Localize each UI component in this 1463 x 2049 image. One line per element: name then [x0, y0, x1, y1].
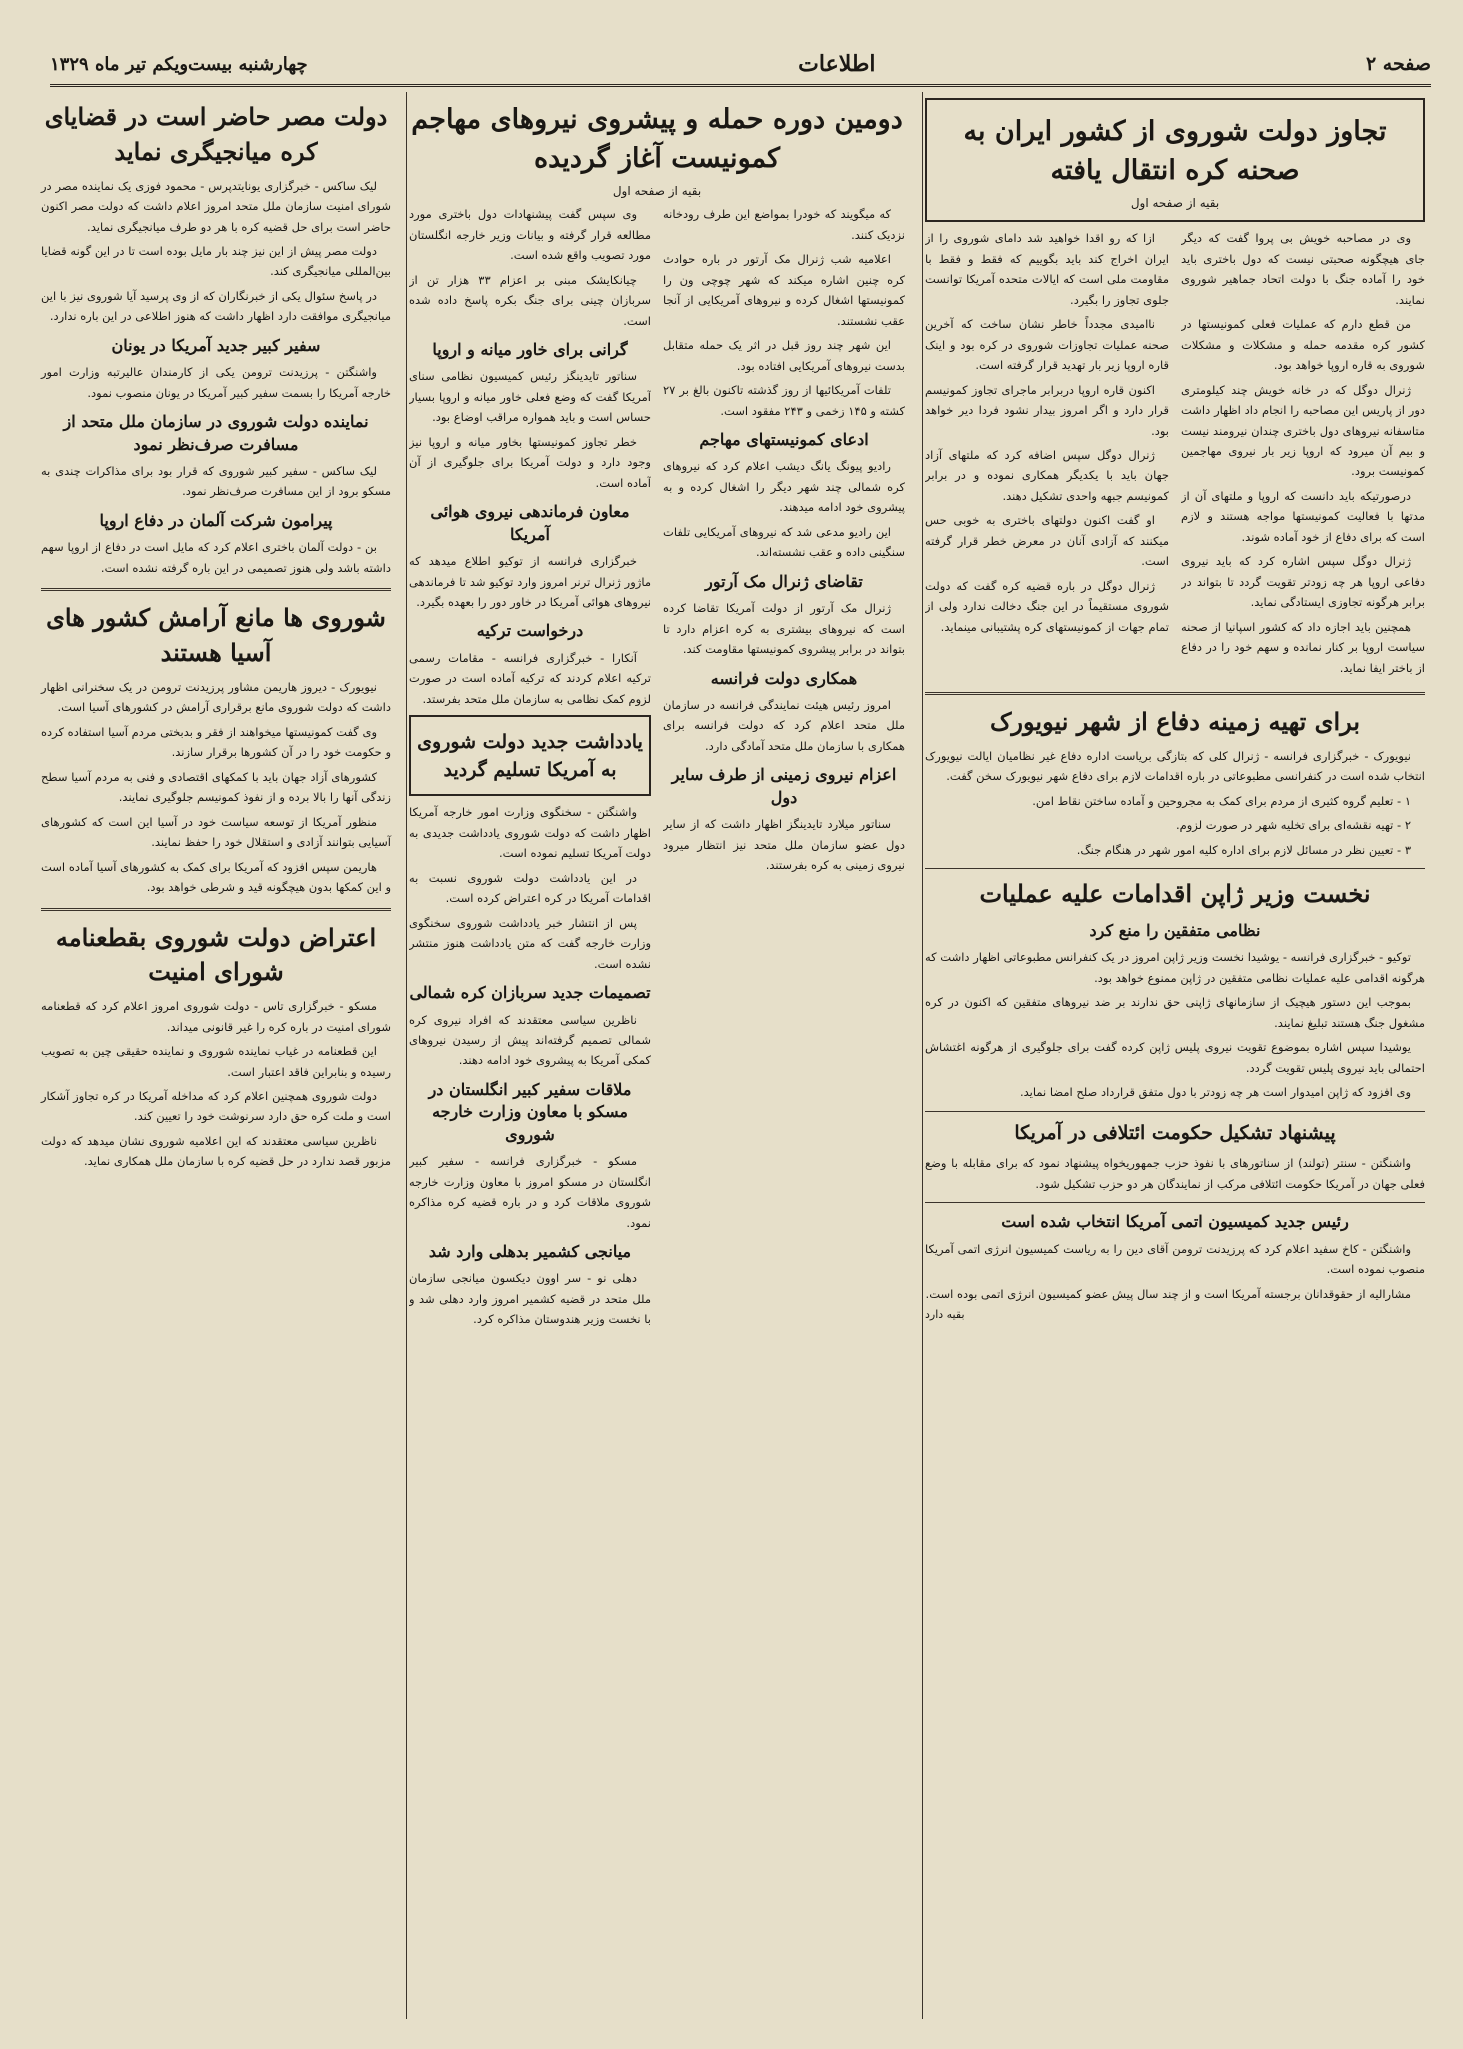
subheadline: همکاری دولت فرانسه — [710, 668, 858, 688]
paragraph: همچنین باید اجازه داد که کشور اسپانیا از صحنه سیاست اروپا بر کنار نمانده و سهم خود را در دفاع از باختر ایفا نماید. — [1181, 619, 1425, 675]
paragraph: مسکو - خبرگزاری فرانسه - سفیر کبیر انگلستان در مسکو امروز با معاون وزارت خارجه شوروی ملاقات کرد و در باره قضیه کره مذاکره نمود. — [409, 1154, 651, 1230]
paragraph: ناظرین سیاسی معتقدند که افراد نیروی کره شمالی تصمیم گرفته‌اند پیش از رسیدن نیروهای کمکی آمریکا به پیشروی خود ادامه دهند. — [409, 1012, 651, 1068]
divider — [925, 1111, 1425, 1112]
boxed-article — [409, 715, 651, 796]
paragraph: ناظرین سیاسی معتقدند که این اعلامیه شوروی نشان میدهد که دولت مزبور قصد ندارد در حل قضیه کره با سازمان ملل همکاری نماید. — [41, 1133, 391, 1169]
subheadline: نظامی متفقین را منع کرد — [1089, 921, 1261, 941]
paragraph: ژنرال دوگل سپس اشاره کرد که باید نیروی دفاعی اروپا هر چه زودتر تقویت گردد تا بتواند در برابر هرگونه تجاوزی ایستادگی نماید. — [1181, 554, 1425, 610]
right-column — [919, 92, 1431, 2019]
subheadline: اعزام نیروی زمینی از طرف سایر دول — [671, 765, 897, 807]
paragraph: دولت مصر پیش از این نیز چند بار مایل بوده است تا در این گونه قضایا بین‌المللی میانجیگری کند. — [41, 244, 391, 279]
paragraph: وی افزود که ژاپن امیدوار است هر چه زودتر با دول متفق قرارداد صلح امضا نماید. — [1019, 1085, 1411, 1100]
headline: تجاوز دولت شوروی از کشور ایران به صحنه کره انتقال یافته — [963, 116, 1387, 187]
divider — [925, 692, 1425, 695]
paragraph: این رادیو مدعی شد که نیروهای آمریکایی تلفات سنگینی داده و عقب نشسته‌اند. — [663, 524, 905, 560]
subheadline: ادعای کمونیستهای مهاجم — [699, 429, 869, 449]
paragraph: ناامیدی مجدداً خاطر نشان ساخت که آخرین صحنه عملیات تجاوزات شوروی در کره بود و اینک قاره اروپا زیر بار تهدید قرار گرفته است. — [925, 317, 1169, 373]
paragraph: تلفات آمریکائیها از روز گذشته تاکنون بالغ بر ۲۷ کشته و ۱۴۵ زخمی و ۲۴۳ مفقود است. — [663, 383, 905, 418]
paragraph: واشنگتن - پرزیدنت ترومن یکی از کارمندان عالیرتبه وزارت امور خارجه آمریکا را بسمت سفیر کبیر آمریکا در یونان منصوب نمود. — [41, 365, 391, 400]
continued-note: بقیه از صفحه اول — [612, 184, 702, 199]
paragraph: بن - دولت آلمان باختری اعلام کرد که مایل است در دفاع از اروپا سهم داشته باشد ولی هنوز تصمیمی در این باره گرفته نشده است. — [41, 540, 391, 575]
paragraph: هاریمن سپس افزود که آمریکا برای کمک به کشورهای آسیا آماده است و این کمکها بدون هیچگونه قید و شرطی خواهد بود. — [41, 859, 391, 895]
paragraph: ۱ - تعلیم گروه کثیری از مردم برای کمک به مجروحین و آماده ساختن نقاط امن. — [1032, 793, 1411, 808]
headline: برای تهیه زمینه دفاع از شهر نیویورک — [989, 707, 1361, 737]
paragraph: دهلی نو - سر اوون دیکسون میانجی سازمان ملل متحد در قضیه کشمیر امروز وارد دهلی شد و با نخست وزیر هندوستان مذاکره کرد. — [409, 1271, 651, 1327]
paragraph: مشارالیه از حقوقدانان برجسته آمریکا است و از چند سال پیش عضو کمیسیون انرژی اتمی بوده است. — [925, 1286, 1411, 1301]
paragraph: ژنرال دوگل که در خانه خویش چند کیلومتری دور از پاریس این مصاحبه را انجام داد اظهار داشت متاسفانه نیروهای دول باختری چندان نیرومند نیست و بیم آن میرود که اروپا زیر بار نیروی مهاجمین کمونیست برود. — [1181, 382, 1425, 479]
subheadline: معاون فرماندهی نیروی هوائی آمریکا — [430, 502, 630, 544]
subheadline: درخواست ترکیه — [476, 621, 584, 641]
headline: نخست وزیر ژاپن اقدامات علیه عملیات — [979, 879, 1371, 909]
paragraph: ۲ - تهیه نقشه‌ای برای تخلیه شهر در صورت لزوم. — [1175, 818, 1411, 833]
paragraph: وی گفت کمونیستها میخواهند از فقر و بدبختی مردم آسیا استفاده کرده و حکومت خود را در آن کشورها برقرار سازند. — [41, 724, 391, 760]
continued-marker: بقیه دارد — [925, 1308, 965, 1322]
paragraph: بموجب این دستور هیچیک از سازمانهای ژاپنی حق ندارند بر ضد نیروهای متفقین که اکنون در کره مشغول جنگ هستند تبلیغ نمایند. — [925, 995, 1425, 1030]
page-number: صفحه ۲ — [1365, 53, 1431, 75]
paragraph: چیانکایشک مبنی بر اعزام ۳۳ هزار تن از سربازان چینی برای جنگ بکره پاسخ داده شده است. — [409, 272, 651, 328]
headline: دولت مصر حاضر است در قضایای کره میانجیگری نماید — [44, 102, 388, 166]
paragraph: کشورهای آزاد جهان باید با کمکهای اقتصادی و فنی به مردم آسیا سطح زندگی آنها را بالا برده و از نفوذ کمونیسم جلوگیری نمایند. — [41, 769, 391, 805]
paragraph: لیک ساکس - خبرگزاری یونایتدپرس - محمود فوزی یک نماینده مصر در شورای امنیت سازمان ملل متحد امروز اعلام داشت که دولت مصر اکنون حاضر است برای حل قضیه کره با هر دو طرف میانجیگری نماید. — [41, 178, 391, 234]
paragraph: نیویورک - خبرگزاری فرانسه - ژنرال کلی که بتازگی بریاست اداره دفاع غیر نظامیان ایالت نیویورک انتخاب شده است در کنفرانسی مطبوعاتی در باره اقدامات لازم برای دفاع شهر نیویورک سخن گفت. — [925, 748, 1425, 784]
paragraph: من قطع دارم که عملیات فعلی کمونیستها در کشور کره مقدمه حمله و مشکلات و مشکلات شوروی به قاره اروپا خواهد بود. — [1181, 317, 1425, 373]
paragraph: ژنرال دوگل سپس اضافه کرد که ملتهای آزاد جهان باید با یکدیگر همکاری نموده و در برابر کمونیسم جبهه واحدی تشکیل دهند. — [925, 447, 1169, 503]
headline: اعتراض دولت شوروی بقطعنامه شورای امنیت — [55, 922, 377, 987]
paragraph: آنکارا - خبرگزاری فرانسه - مقامات رسمی ترکیه اعلام کردند که ترکیه آماده است در صورت لزوم کمک نظامی به سازمان ملل متحد بفرستد. — [409, 650, 651, 706]
paragraph: منظور آمریکا از توسعه سیاست خود در آسیا این است که کشورهای آسیایی بتوانند آزادی و استقلال خود را حفظ نمایند. — [41, 814, 391, 850]
headline: شوروی ها مانع آرامش کشور های آسیا هستند — [46, 603, 386, 668]
subheadline: میانجی کشمیر بدهلی وارد شد — [428, 1241, 632, 1261]
paragraph: دولت شوروی همچنین اعلام کرد که مداخله آمریکا در کره تجاوز آشکار است و ملت کره حق دارد سرنوشت خود را تعیین کند. — [41, 1089, 391, 1124]
paragraph: خطر تجاوز کمونیستها بخاور میانه و اروپا نیز وجود دارد و دولت آمریکا برای جلوگیری از آن آماده است. — [409, 434, 651, 490]
subheadline: پیرامون شرکت آلمان در دفاع اروپا — [99, 510, 333, 530]
paragraph: ۳ - تعیین نظر در مسائل لازم برای اداره کلیه امور شهر در هنگام جنگ. — [1076, 842, 1411, 857]
paragraph: رادیو پیونگ یانگ دیشب اعلام کرد که نیروهای کره شمالی چند شهر دیگر را اشغال کرده و به پیشروی خود ادامه میدهند. — [663, 459, 905, 515]
subheadline: سفیر کبیر جدید آمریکا در یونان — [111, 335, 321, 355]
paragraph: واشنگتن - سنتر (تولند) از سناتورهای با نفوذ حزب جمهوریخواه پیشنهاد نمود که برای مقابله با وضع فعلی جهان در آمریکا حکومت ائتلافی مرکب از نمایندگان هر دو حزب تشکیل شود. — [925, 1156, 1425, 1191]
paragraph: وی در مصاحبه خویش بی پروا گفت که دیگر جای هیچگونه صحبتی نیست که دول باختری باید خود را آماده جنگ با دولت اتحاد جماهیر شوروی نمایند. — [1181, 231, 1425, 307]
divider — [41, 588, 391, 591]
subheadline: ملاقات سفیر کبیر انگلستان در مسکو با معاون وزارت خارجه شوروی — [428, 1079, 632, 1144]
subheadline: نماینده دولت شوروی در سازمان ملل متحد از مسافرت صرف‌نظر نمود — [63, 412, 369, 454]
paragraph: در این یادداشت دولت شوروی نسبت به اقدامات آمریکا در کره اعتراض کرده است. — [409, 870, 651, 906]
paragraph: این شهر چند روز قبل در اثر یک حمله متقابل بدست نیروهای آمریکایی افتاده بود. — [663, 338, 905, 373]
paragraph: ژنرال مک آرتور از دولت آمریکا تقاضا کرده است که نیروهای بیشتری به کره اعزام دارد تا بتواند در برابر پیشروی کمونیستها مقاومت کند. — [663, 601, 905, 657]
issue-date: چهارشنبه بیست‌ویکم تیر ماه ۱۳۲۹ — [50, 53, 308, 75]
left-column — [35, 92, 397, 2019]
continued-note: بقیه از صفحه اول — [1130, 196, 1220, 211]
subheadline: تصمیمات جدید سربازان کره شمالی — [409, 983, 651, 1003]
paragraph: لیک ساکس - سفیر کبیر شوروی که قرار بود برای مذاکرات چندی به مسکو برود از این مسافرت صرف‌نظر نمود. — [41, 463, 391, 499]
paragraph: ژنرال دوگل در باره قضیه کره گفت که دولت شوروی مستقیماً در این جنگ دخالت ندارد ولی از تمام جهات از کمونیستهای کره پشتیبانی مینماید. — [925, 578, 1169, 634]
paragraph: اکنون قاره اروپا دربرابر ماجرای تجاوز کمونیسم قرار دارد و اگر امروز بیدار نشود فردا دیر خواهد بود. — [925, 382, 1169, 438]
lead-article-right — [925, 98, 1425, 222]
headline: دومین دوره حمله و پیشروی نیروهای مهاجم کمونیست آغاز گردیده — [411, 104, 903, 175]
headline: یادداشت جدید دولت شوروی به آمریکا تسلیم گردید — [417, 731, 643, 781]
subheadline: تقاضای ژنرال مک آرتور — [705, 571, 863, 591]
paragraph: پس از انتشار خبر یادداشت شوروی سخنگوی وزارت خارجه گفت که متن یادداشت هنوز منتشر نشده است. — [409, 915, 651, 971]
subheadline: گرانی برای خاور میانه و اروپا — [432, 340, 628, 360]
masthead — [50, 44, 1431, 87]
subheadline: رئیس جدید کمیسیون اتمی آمریکا انتخاب شده است — [1001, 1212, 1349, 1232]
paragraph: توکیو - خبرگزاری فرانسه - یوشیدا نخست وزیر ژاپن امروز در یک کنفرانس مطبوعاتی اظهار داشت که هرگونه اقدامی علیه عملیات نظامی متفقین در ژاپن ممنوع خواهد بود. — [925, 950, 1425, 985]
paragraph: این قطعنامه در غیاب نماینده شوروی و نماینده حقیقی چین به تصویب رسیده و بنابراین فاقد اعتبار است. — [41, 1044, 391, 1079]
paragraph: وی سپس گفت پیشنهادات دول باختری مورد مطالعه قرار گرفته و بیانات وزیر خارجه انگلستان مورد تصویب واقع شده است. — [409, 207, 651, 263]
paragraph: یوشیدا سپس اشاره بموضوع تقویت نیروی پلیس ژاپن کرده گفت برای جلوگیری از هرگونه اغتشاش احتمالی باید نیروی پلیس تقویت گردد. — [925, 1040, 1425, 1075]
paragraph: امروز رئیس هیئت نمایندگی فرانسه در سازمان ملل متحد اعلام کرد که دولت فرانسه برای همکاری با سازمان ملل متحد آمادگی دارد. — [663, 697, 905, 753]
paragraph: اعلامیه شب ژنرال مک آرتور در باره حوادث کره چنین اشاره میکند که شهر چوچی ون را کمونیستها اشغال کرده و نیروهای آمریکایی از آنجا عقب نشستند. — [663, 252, 905, 328]
divider — [41, 908, 391, 911]
paper-name: اطلاعات — [798, 51, 876, 77]
headline: پیشنهاد تشکیل حکومت ائتلافی در آمریکا — [1014, 1121, 1336, 1144]
paragraph: سناتور تایدینگز رئیس کمیسیون نظامی سنای آمریکا گفت که وضع فعلی خاور میانه و اروپا بسیار حساس است و باید همواره مراقب اوضاع بود. — [409, 369, 651, 425]
paragraph: در پاسخ سئوال یکی از خبرنگاران که از وی پرسید آیا شوروی نیز با این میانجیگری موافقت دارد اظهار داشت که هنوز اطلاعی در این باره ندارد. — [41, 288, 391, 324]
paragraph: واشنگتن - سخنگوی وزارت امور خارجه آمریکا اظهار داشت که دولت شوروی یادداشت جدیدی به دولت آمریکا تسلیم نموده است. — [409, 805, 651, 861]
paragraph: نیویورک - دیروز هاریمن مشاور پرزیدنت ترومن در یک سخنرانی اظهار داشت که دولت شوروی مانع برقراری آرامش در کشورهای آسیا است. — [41, 679, 391, 715]
paragraph: درصورتیکه باید دانست که اروپا و ملتهای آن از مدتها با فعالیت کمونیستها مواجه هستند و لازم است که برای دفاع از خود آماده شوند. — [1181, 488, 1425, 544]
paragraph: مسکو - خبرگزاری تاس - دولت شوروی امروز اعلام کرد که قطعنامه شورای امنیت در باره کره را غیر قانونی میداند. — [41, 999, 391, 1034]
paragraph: ازا که رو اقدا خواهید شد دامای شوروی را از ایران اخراج کند باید بگوییم که فقط و فقط با مقاومت ملی است که ایالات متحده آمریکا توانست جلوی تجاوز را بگیرد. — [925, 231, 1169, 307]
article-body — [925, 228, 1425, 682]
middle-column — [403, 92, 911, 2019]
divider — [925, 1202, 1425, 1203]
paragraph: او گفت اکنون دولتهای باختری به خوبی حس میکنند که آزادی آنان در معرض خطر قرار گرفته است. — [925, 513, 1169, 569]
paragraph: خبرگزاری فرانسه از توکیو اطلاع میدهد که ماژور ژنرال ترنر امروز وارد توکیو شد تا فرماندهی نیروهای هوائی آمریکا در خاور دور را بعهده بگیرد. — [409, 554, 651, 610]
paragraph: سناتور میلارد تایدینگز اظهار داشت که از سایر دول عضو سازمان ملل متحد نیز انتظار میرود نیروی زمینی به کره بفرستند. — [663, 817, 905, 873]
paragraph: واشنگتن - کاخ سفید اعلام کرد که پرزیدنت ترومن آقای دین را به ریاست کمیسیون انرژی اتمی آمریکا منصوب نموده است. — [925, 1241, 1425, 1277]
article-body — [409, 204, 905, 1333]
divider — [925, 868, 1425, 869]
paragraph: که میگویند که خودرا بمواضع این طرف رودخانه نزدیک کنند. — [663, 207, 905, 242]
